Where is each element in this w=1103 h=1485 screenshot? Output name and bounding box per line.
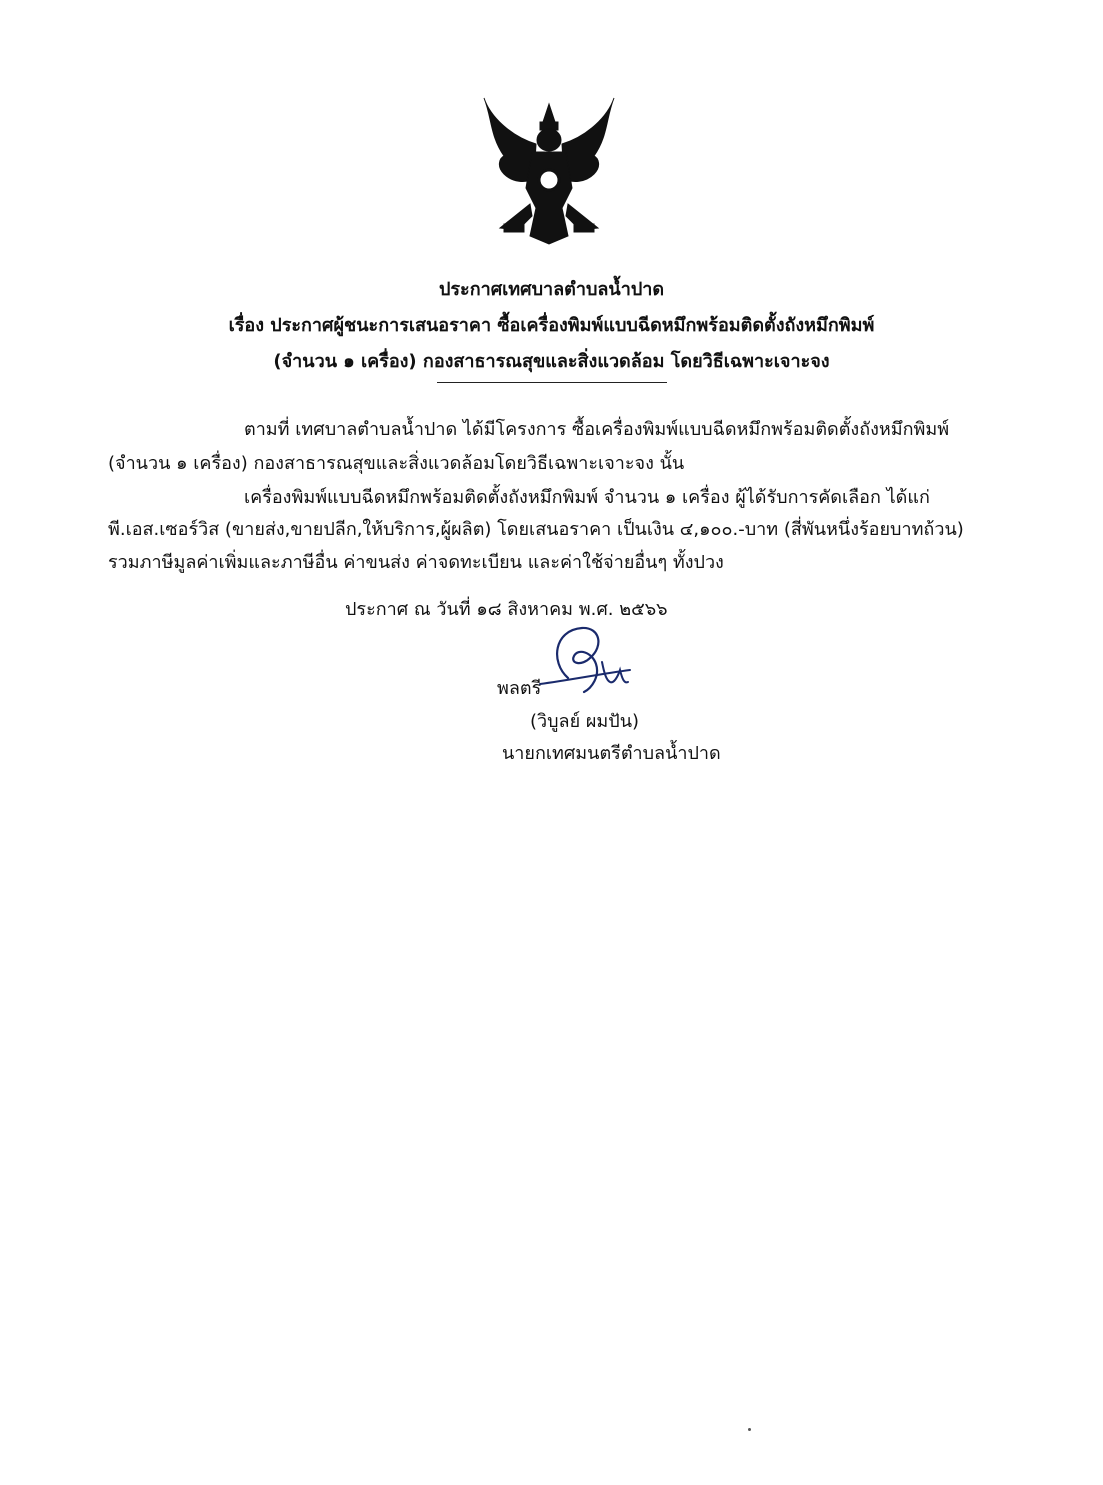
- paragraph-2-line-2: พี.เอส.เซอร์วิส (ขายส่ง,ขายปลีก,ให้บริการ,ผู้ผลิต) โดยเสนอราคา เป็นเงิน ๔,๑๐๐.-บาท (สี่พันหนึ่งร้อยบาทถ้วน): [108, 519, 964, 540]
- signatory-name: (วิบูลย์ ผมปัน): [530, 711, 640, 732]
- garuda-emblem-icon: [470, 96, 628, 246]
- signatory-position: นายกเทศมนตรีตำบลน้ำปาด: [502, 743, 721, 764]
- paragraph-2-line-3: รวมภาษีมูลค่าเพิ่มและภาษีอื่น ค่าขนส่ง ค่าจดทะเบียน และค่าใช้จ่ายอื่นๆ ทั้งปวง: [108, 552, 724, 573]
- header-divider: [437, 382, 667, 383]
- handwritten-signature: [530, 622, 650, 702]
- announcement-title: ประกาศเทศบาลตำบลน้ำปาด: [438, 279, 665, 300]
- paragraph-1-line-1: ตามที่ เทศบาลตำบลน้ำปาด ได้มีโครงการ ซื้อเครื่องพิมพ์แบบฉีดหมึกพร้อมติดตั้งถังหมึกพิมพ์: [244, 419, 950, 440]
- announcement-date: ประกาศ ณ วันที่ ๑๘ สิงหาคม พ.ศ. ๒๕๖๖: [345, 599, 668, 620]
- subject-line-2: (จำนวน ๑ เครื่อง) กองสาธารณสุขและสิ่งแวดล้อม โดยวิธีเฉพาะเจาะจง: [273, 351, 830, 372]
- paragraph-2-line-1: เครื่องพิมพ์แบบฉีดหมึกพร้อมติดตั้งถังหมึกพิมพ์ จำนวน ๑ เครื่อง ผู้ได้รับการคัดเลือก ได้แก่: [244, 487, 930, 508]
- subject-line-1: เรื่อง ประกาศผู้ชนะการเสนอราคา ซื้อเครื่องพิมพ์แบบฉีดหมึกพร้อมติดตั้งถังหมึกพิมพ์: [228, 315, 875, 336]
- signatory-rank: พลตรี: [497, 678, 542, 699]
- paragraph-1-line-2: (จำนวน ๑ เครื่อง) กองสาธารณสุขและสิ่งแวดล้อมโดยวิธีเฉพาะเจาะจง นั้น: [108, 453, 685, 474]
- scan-speck: [748, 1428, 751, 1431]
